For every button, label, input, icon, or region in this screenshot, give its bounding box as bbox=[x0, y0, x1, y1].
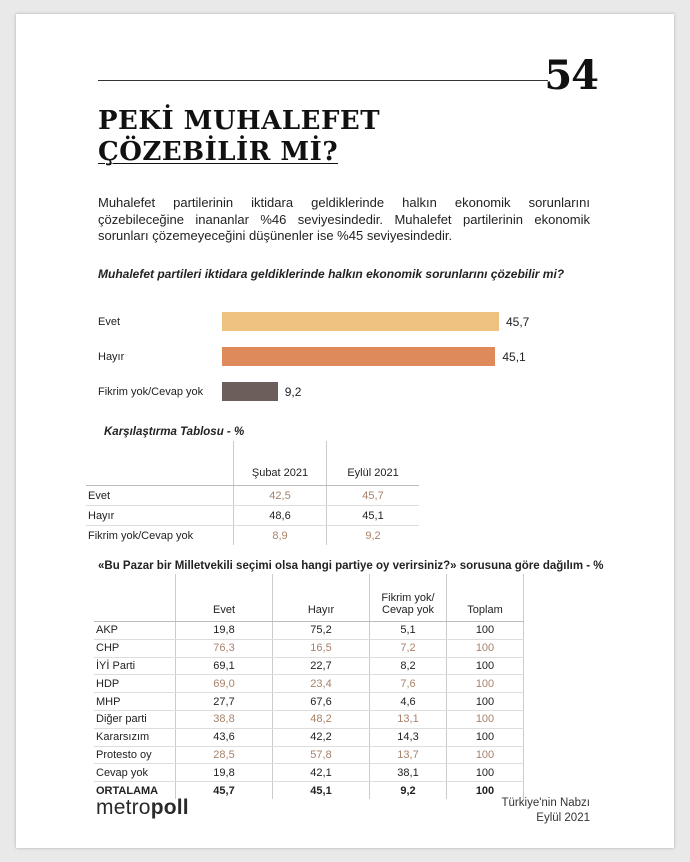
party-header-evet: Evet bbox=[176, 574, 273, 622]
party-cell: 27,7 bbox=[176, 693, 273, 711]
party-cell: 100 bbox=[447, 622, 524, 640]
party-cell: 57,8 bbox=[273, 746, 370, 764]
comparison-cell: 48,6 bbox=[234, 506, 327, 526]
metropoll-logo bbox=[96, 796, 189, 820]
comparison-cell: 8,9 bbox=[234, 526, 327, 546]
party-cell: 42,1 bbox=[273, 764, 370, 782]
comparison-table bbox=[86, 441, 419, 545]
party-row bbox=[94, 622, 524, 640]
party-label: CHP bbox=[94, 639, 176, 657]
report-page bbox=[16, 14, 674, 848]
party-cell: 19,8 bbox=[176, 622, 273, 640]
party-cell: 75,2 bbox=[273, 622, 370, 640]
party-cell: 42,2 bbox=[273, 728, 370, 746]
party-cell: 28,5 bbox=[176, 746, 273, 764]
title-line-1: PEKİ MUHALEFET bbox=[98, 106, 381, 136]
party-row bbox=[94, 639, 524, 657]
comparison-row bbox=[86, 526, 419, 546]
bar bbox=[222, 382, 278, 401]
party-row bbox=[94, 657, 524, 675]
footer-line-1: Türkiye'nin Nabzı bbox=[501, 797, 590, 809]
party-label: İYİ Parti bbox=[94, 657, 176, 675]
party-row bbox=[94, 675, 524, 693]
party-label: Protesto oy bbox=[94, 746, 176, 764]
header-rule bbox=[98, 80, 548, 81]
page-number: 54 bbox=[544, 52, 598, 99]
party-distribution-table bbox=[94, 574, 524, 799]
bar bbox=[222, 347, 495, 366]
survey-question: Muhalefet partileri iktidara geldiklerinde halkın ekonomik sorunlarını çözebilir mi? bbox=[98, 267, 565, 281]
bar-value-label: 9,2 bbox=[284, 385, 302, 399]
comparison-cell: 42,5 bbox=[234, 486, 327, 506]
party-label: Diğer parti bbox=[94, 710, 176, 728]
party-cell: 76,3 bbox=[176, 639, 273, 657]
party-label: Kararsızım bbox=[94, 728, 176, 746]
party-cell: 67,6 bbox=[273, 693, 370, 711]
party-cell: 4,6 bbox=[370, 693, 447, 711]
party-label: Cevap yok bbox=[94, 764, 176, 782]
footer-line-2: Eylül 2021 bbox=[536, 812, 590, 824]
intro-paragraph: Muhalefet partilerinin iktidara geldiklerinde halkın ekonomik sorunlarını çözebileceğine inananlar %46 seviyesindedir. Muhalefet partilerinin ekonomik sorunları çözemeyeceğini düşünenler ise %45 seviyesindedir. bbox=[98, 195, 590, 243]
party-cell: 100 bbox=[447, 728, 524, 746]
party-row bbox=[94, 764, 524, 782]
party-label: MHP bbox=[94, 693, 176, 711]
party-cell: 22,7 bbox=[273, 657, 370, 675]
party-cell: 69,0 bbox=[176, 675, 273, 693]
comparison-row bbox=[86, 506, 419, 526]
party-cell: 19,8 bbox=[176, 764, 273, 782]
party-row bbox=[94, 710, 524, 728]
party-header-toplam: Toplam bbox=[447, 574, 524, 622]
party-cell: 23,4 bbox=[273, 675, 370, 693]
party-cell: 8,2 bbox=[370, 657, 447, 675]
comparison-cell: 9,2 bbox=[327, 526, 420, 546]
party-cell: 9,2 bbox=[370, 782, 447, 799]
party-cell: 14,3 bbox=[370, 728, 447, 746]
party-cell: 100 bbox=[447, 693, 524, 711]
comparison-row-label: Fikrim yok/Cevap yok bbox=[88, 529, 194, 542]
bar-row bbox=[98, 382, 658, 402]
bar bbox=[222, 312, 499, 331]
logo-text-poll: poll bbox=[150, 796, 189, 819]
party-row bbox=[94, 693, 524, 711]
party-cell: 38,8 bbox=[176, 710, 273, 728]
party-row bbox=[94, 728, 524, 746]
party-table-caption: «Bu Pazar bir Milletvekili seçimi olsa hangi partiye oy verirsiniz?» sorusuna göre dağılım - % bbox=[98, 560, 604, 572]
party-cell: 100 bbox=[447, 764, 524, 782]
party-label: ORTALAMA bbox=[96, 784, 159, 797]
party-cell: 69,1 bbox=[176, 657, 273, 675]
comparison-header-blank bbox=[86, 441, 234, 486]
party-cell: 38,1 bbox=[370, 764, 447, 782]
bar-category-label: Evet bbox=[98, 316, 121, 328]
comparison-row-label: Hayır bbox=[86, 506, 234, 526]
party-cell: 7,6 bbox=[370, 675, 447, 693]
bar-row bbox=[98, 312, 658, 332]
party-cell: 100 bbox=[447, 675, 524, 693]
comparison-row bbox=[86, 486, 419, 506]
party-cell: 100 bbox=[447, 746, 524, 764]
comparison-cell: 45,1 bbox=[327, 506, 420, 526]
bar-value-label: 45,7 bbox=[506, 315, 530, 329]
comparison-header-feb: Şubat 2021 bbox=[234, 441, 327, 486]
title-line-2: ÇÖZEBİLİR Mİ? bbox=[98, 137, 339, 167]
party-cell: 45,1 bbox=[273, 782, 370, 799]
party-label: AKP bbox=[94, 622, 176, 640]
party-label: HDP bbox=[94, 675, 176, 693]
comparison-caption: Karşılaştırma Tablosu - % bbox=[104, 426, 245, 438]
party-cell: 5,1 bbox=[370, 622, 447, 640]
party-cell: 13,1 bbox=[370, 710, 447, 728]
party-cell: 13,7 bbox=[370, 746, 447, 764]
bar-row bbox=[98, 347, 658, 367]
comparison-row-label: Evet bbox=[86, 486, 234, 506]
party-cell: 100 bbox=[447, 639, 524, 657]
party-header-blank bbox=[94, 574, 176, 622]
comparison-header-sep: Eylül 2021 bbox=[327, 441, 420, 486]
party-cell: 45,7 bbox=[176, 782, 273, 799]
party-cell: 100 bbox=[447, 657, 524, 675]
footer-source bbox=[456, 796, 590, 826]
party-header-hayir: Hayır bbox=[273, 574, 370, 622]
party-cell: 43,6 bbox=[176, 728, 273, 746]
party-cell: 100 bbox=[447, 782, 524, 799]
comparison-cell: 45,7 bbox=[327, 486, 420, 506]
bar-category-label: Fikrim yok/Cevap yok bbox=[98, 386, 204, 398]
party-row bbox=[94, 746, 524, 764]
party-cell: 16,5 bbox=[273, 639, 370, 657]
party-cell: 100 bbox=[447, 710, 524, 728]
page-title bbox=[98, 106, 380, 168]
party-cell: 48,2 bbox=[273, 710, 370, 728]
party-header-fikrim-yok: Fikrim yok/ Cevap yok bbox=[370, 574, 447, 622]
logo-text-metro: metro bbox=[96, 796, 151, 819]
bar-value-label: 45,1 bbox=[502, 350, 526, 364]
bar-category-label: Hayır bbox=[98, 351, 125, 363]
party-cell: 7,2 bbox=[370, 639, 447, 657]
